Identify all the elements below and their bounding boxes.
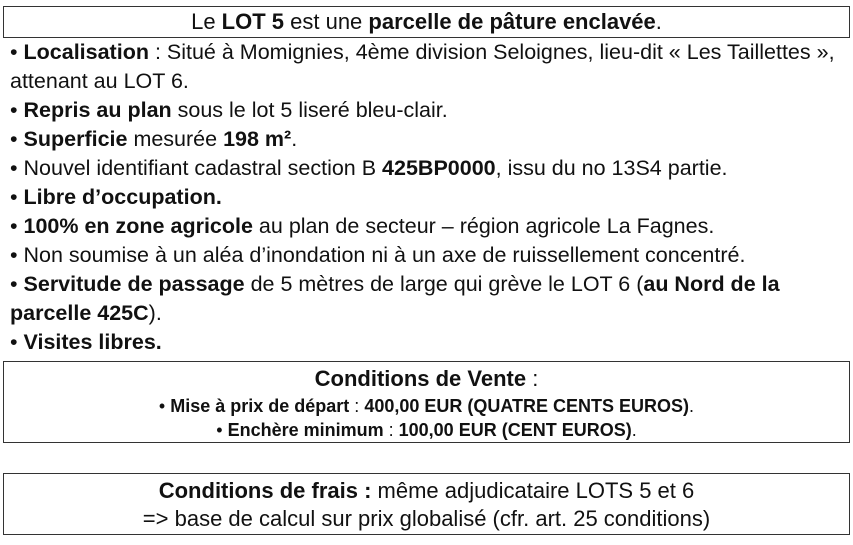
item-superficie-text: mesurée bbox=[127, 127, 224, 151]
item-localisation-text: : Situé à Momignies, 4ème division Seloignes, lieu-dit « Les Taillettes », attenant au LOT 6. bbox=[10, 40, 835, 93]
title-pre: Le bbox=[191, 9, 222, 34]
vente-enchere-end: . bbox=[631, 420, 637, 440]
vente-heading bbox=[4, 364, 849, 394]
title-mid: est une bbox=[284, 9, 369, 34]
vente-heading-text: Conditions de Vente bbox=[314, 366, 527, 391]
item-inondation: • Non soumise à un aléa d’inondation ni à un axe de ruissellement concentré. bbox=[10, 243, 746, 267]
item-inondation-text: Non soumise à un aléa d’inondation ni à un axe de ruissellement concentré. bbox=[23, 243, 746, 267]
lot-details-list bbox=[10, 38, 848, 357]
vente-heading-suffix: : bbox=[526, 366, 539, 391]
item-cadastral-text: Nouvel identifiant cadastral section B bbox=[23, 156, 383, 180]
item-superficie-value: 198 m² bbox=[223, 127, 292, 151]
conditions-frais-box bbox=[3, 473, 850, 535]
vente-mise-a-prix-end: . bbox=[689, 396, 695, 416]
frais-heading: Conditions de frais : bbox=[158, 478, 372, 503]
item-plan: • Repris au plan sous le lot 5 liseré bleu-clair. bbox=[10, 98, 448, 122]
title-parcel: parcelle de pâture enclavée bbox=[368, 9, 656, 34]
item-plan-text: sous le lot 5 liseré bleu-clair. bbox=[171, 98, 448, 122]
item-plan-label: Repris au plan bbox=[23, 98, 172, 122]
vente-enchere-label: Enchère minimum bbox=[227, 420, 384, 440]
item-cadastral-id: 425BP0000 bbox=[382, 156, 496, 180]
item-servitude-end: ). bbox=[148, 301, 162, 325]
frais-line-2: => base de calcul sur prix globalisé (cfr. art. 25 conditions) bbox=[142, 506, 711, 531]
vente-enchere-sep: : bbox=[383, 420, 399, 440]
vente-enchere-value: 100,00 EUR (CENT EUROS) bbox=[398, 420, 632, 440]
lot-title bbox=[3, 6, 850, 38]
frais-line-1 bbox=[4, 477, 849, 505]
item-localisation: • Localisation : Situé à Momignies, 4ème division Seloignes, lieu-dit « Les Taillettes », attenant au LOT 6. bbox=[10, 40, 835, 93]
item-libre: • Libre d’occupation. bbox=[10, 185, 222, 209]
title-lot: LOT 5 bbox=[221, 9, 285, 34]
vente-mise-a-prix-sep: : bbox=[349, 396, 365, 416]
item-libre-label: Libre d’occupation. bbox=[23, 185, 222, 209]
item-zone: • 100% en zone agricole au plan de secteur – région agricole La Fagnes. bbox=[10, 214, 715, 238]
conditions-vente-box bbox=[3, 361, 850, 443]
frais-line-1-text: même adjudicataire LOTS 5 et 6 bbox=[371, 478, 695, 503]
item-superficie: • Superficie mesurée 198 m². bbox=[10, 127, 298, 151]
vente-mise-a-prix-label: Mise à prix de départ bbox=[170, 396, 350, 416]
item-superficie-end: . bbox=[291, 127, 298, 151]
item-cadastral: • Nouvel identifiant cadastral section B 425BP0000, issu du no 13S4 partie. bbox=[10, 156, 728, 180]
vente-mise-a-prix: • Mise à prix de départ : 400,00 EUR (QUATRE CENTS EUROS). bbox=[158, 396, 695, 416]
item-cadastral-end: , issu du no 13S4 partie. bbox=[495, 156, 728, 180]
item-visites-label: Visites libres. bbox=[23, 330, 162, 354]
item-servitude-location: au Nord de la parcelle 425C bbox=[10, 272, 780, 325]
item-servitude-text: de 5 mètres de large qui grève le LOT 6 ( bbox=[244, 272, 644, 296]
vente-enchere-minimum: • Enchère minimum : 100,00 EUR (CENT EUROS). bbox=[216, 420, 637, 440]
title-end: . bbox=[655, 9, 662, 34]
item-servitude-label: Servitude de passage bbox=[23, 272, 245, 296]
item-zone-label: 100% en zone agricole bbox=[23, 214, 253, 238]
item-superficie-label: Superficie bbox=[23, 127, 128, 151]
item-zone-text: au plan de secteur – région agricole La Fagnes. bbox=[252, 214, 715, 238]
vente-mise-a-prix-value: 400,00 EUR (QUATRE CENTS EUROS) bbox=[364, 396, 690, 416]
item-localisation-label: Localisation bbox=[23, 40, 149, 64]
item-visites: • Visites libres. bbox=[10, 330, 162, 354]
item-servitude: • Servitude de passage de 5 mètres de large qui grève le LOT 6 (au Nord de la parcelle 425C). bbox=[10, 272, 780, 325]
